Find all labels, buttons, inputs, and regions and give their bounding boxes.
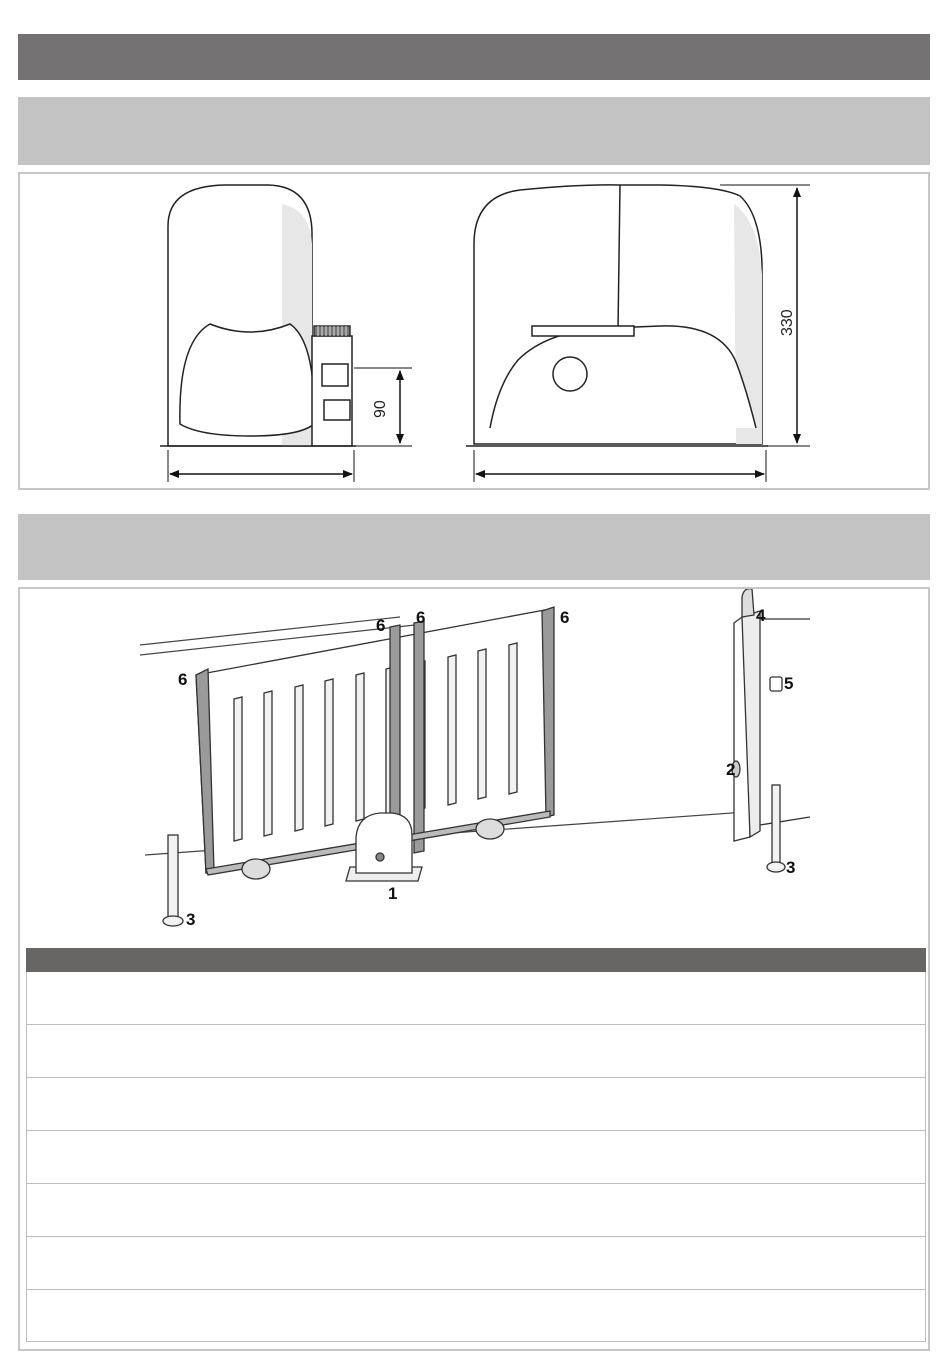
top-header-bar [18, 34, 930, 80]
base-height-label: 90 [372, 400, 389, 418]
callout-4: 4 [756, 606, 766, 625]
table-row [26, 1078, 926, 1131]
callout-6-right: 6 [560, 608, 570, 627]
dimensions-figure-frame [18, 172, 930, 490]
motor-front-view [466, 185, 768, 446]
section-dimensions-bar [18, 97, 930, 165]
table-row [26, 1237, 926, 1290]
table-row [26, 972, 926, 1025]
table-row [26, 1131, 926, 1184]
callout-6-left: 6 [178, 670, 188, 689]
table-row [26, 1184, 926, 1237]
component-table-header [26, 948, 926, 972]
callout-3-right: 3 [786, 858, 796, 877]
installation-drawing [20, 589, 928, 949]
table-row [26, 1025, 926, 1078]
callout-3-left: 3 [186, 910, 196, 929]
callout-6-mid-b: 6 [416, 608, 426, 627]
callout-6-mid-a: 6 [376, 616, 386, 635]
dimensions-drawing [20, 174, 928, 488]
motor-side-view [160, 185, 356, 446]
section-installation-bar [18, 514, 930, 580]
callout-2: 2 [726, 760, 736, 779]
height-label: 330 [779, 309, 796, 336]
table-row [26, 1290, 926, 1342]
callout-1: 1 [388, 884, 398, 903]
gate-column [732, 589, 810, 872]
photocell-post-left [163, 835, 183, 926]
callout-5: 5 [784, 674, 794, 693]
